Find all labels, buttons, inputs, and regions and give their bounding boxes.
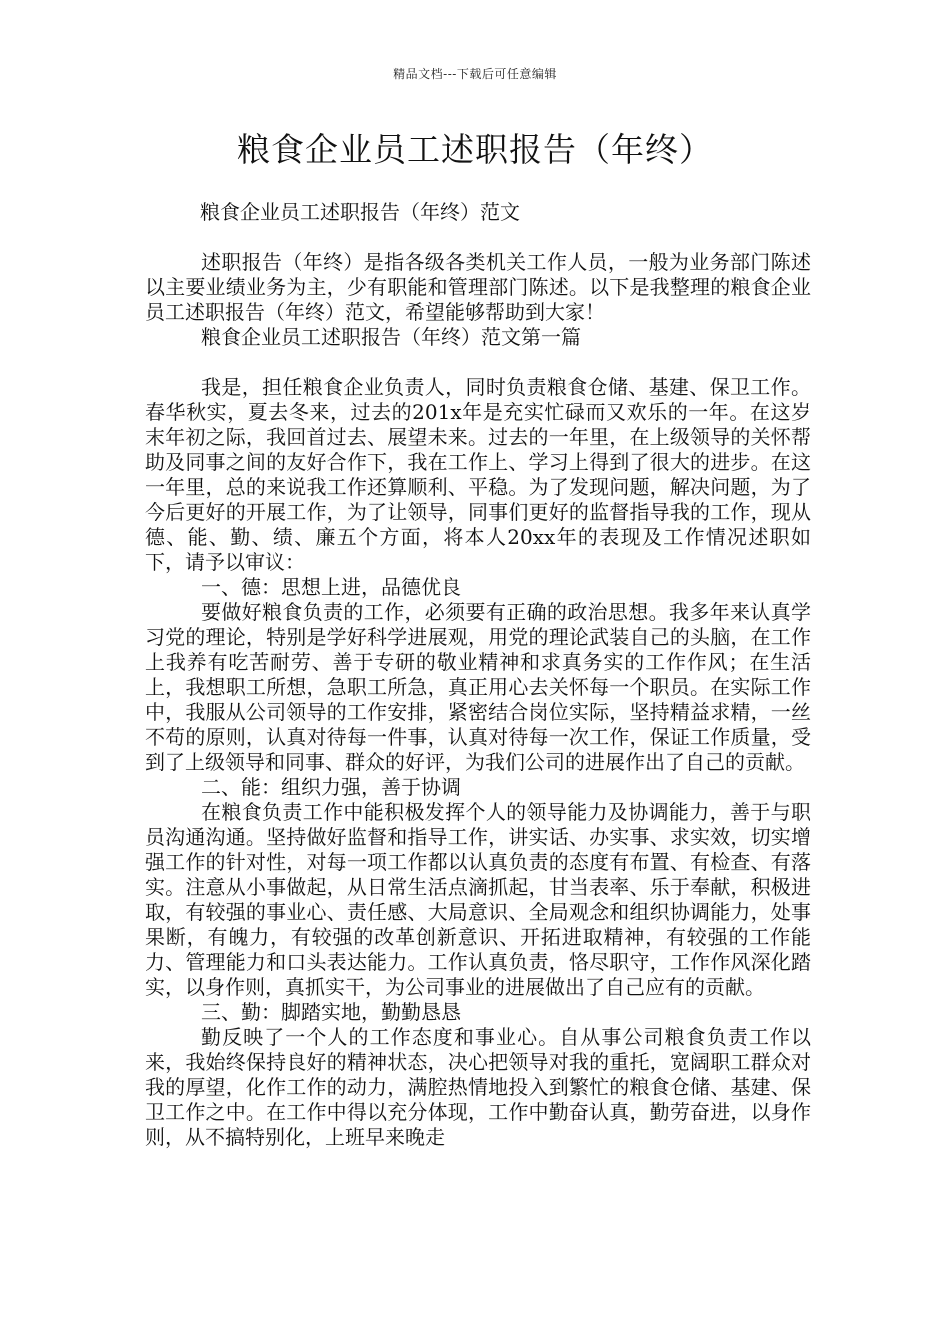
neng-heading: 二、能：组织力强，善于协调 [201, 775, 461, 799]
qin-paragraph: 勤反映了一个人的工作态度和事业心。自从事公司粮食负责工作以来，我始终保持良好的精神状态，决心把领导对我的重托，宽阔职工群众对我的厚望，化作工作的动力，满腔热情地投入到繁忙的粮食仓储、基建、保卫工作之中。在工作中得以充分体现，工作中勤奋认真，勤劳奋进，以身作则，从不搞特别化，上班早来晚走 [145, 1025, 811, 1149]
intro-paragraph: 述职报告（年终）是指各级各类机关工作人员，一般为业务部门陈述以主要业绩业务为主，少有职能和管理部门陈述。以下是我整理的粮食企业员工述职报告（年终）范文，希望能够帮助到大家！ [145, 250, 811, 324]
header-note: 精品文档---下载后可任意编辑 [393, 67, 557, 81]
section-first-heading: 粮食企业员工述职报告（年终）范文第一篇 [201, 325, 581, 349]
opening-paragraph: 我是，担任粮食企业负责人，同时负责粮食仓储、基建、保卫工作。春华秋实，夏去冬来，过去的201x年是充实忙碌而又欢乐的一年。在这岁末年初之际，我回首过去、展望未来。过去的一年里，在上级领导的关怀帮助及同事之间的友好合作下，我在工作上、学习上得到了很大的进步。在这一年里，总的来说我工作还算顺利、平稳。为了发现问题，解决问题，为了今后更好的开展工作，为了让领导，同事们更好的监督指导我的工作，现从德、能、勤、绩、廉五个方面，将本人20xx年的表现及工作情况述职如下，请予以审议： [145, 375, 811, 574]
neng-paragraph: 在粮食负责工作中能积极发挥个人的领导能力及协调能力，善于与职员沟通沟通。坚持做好监督和指导工作，讲实话、办实事、求实效，切实增强工作的针对性，对每一项工作都以认真负责的态度有布置、有检查、有落实。注意从小事做起，从日常生活点滴抓起，甘当表率、乐于奉献，积极进取，有较强的事业心、责任感、大局意识、全局观念和组织协调能力，处事果断，有魄力，有较强的改革创新意识、开拓进取精神，有较强的工作能力、管理能力和口头表达能力。工作认真负责，恪尽职守，工作作风深化踏实，以身作则，真抓实干，为公司事业的进展做出了自己应有的贡献。 [145, 800, 811, 999]
de-heading: 一、德：思想上进，品德优良 [201, 575, 461, 599]
qin-heading: 三、勤：脚踏实地，勤勤恳恳 [201, 1000, 461, 1024]
de-paragraph: 要做好粮食负责的工作，必须要有正确的政治思想。我多年来认真学习党的理论，特别是学好科学进展观，用党的理论武装自己的头脑，在工作上我养有吃苦耐劳、善于专研的敬业精神和求真务实的工作作风；在生活上，我想职工所想，急职工所急，真正用心去关怀每一个职员。在实际工作中，我服从公司领导的工作安排，紧密结合岗位实际，坚持精益求精，一丝不苟的原则，认真对待每一件事，认真对待每一次工作，保证工作质量，受到了上级领导和同事、群众的好评，为我们公司的进展作出了自己的贡献。 [145, 600, 811, 774]
document-title: 粮食企业员工述职报告（年终） [237, 130, 713, 169]
document-subtitle: 粮食企业员工述职报告（年终）范文 [200, 200, 520, 224]
document-body [145, 250, 811, 1150]
